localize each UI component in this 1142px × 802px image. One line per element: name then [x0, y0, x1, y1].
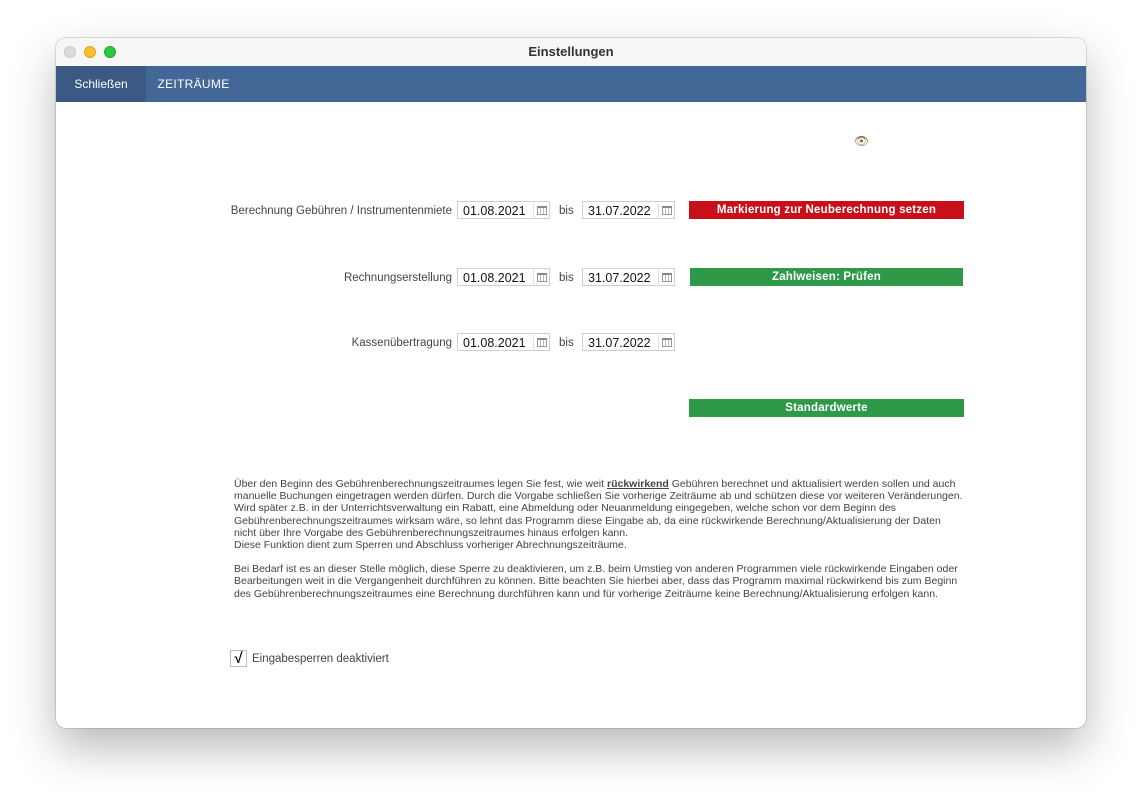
- gebuehren-to-field[interactable]: [582, 201, 675, 219]
- rechnung-from-field[interactable]: [457, 268, 550, 286]
- row-label-gebuehren: Berechnung Gebühren / Instrumentenmiete: [230, 205, 452, 217]
- kasse-to-field[interactable]: [582, 333, 675, 351]
- title-bar: [56, 38, 1086, 67]
- calendar-icon[interactable]: [658, 335, 674, 351]
- window-title: Einstellungen: [528, 44, 614, 59]
- disable-locks-label[interactable]: Eingabesperren deaktiviert: [252, 653, 389, 665]
- date-value: 01.08.2021: [463, 271, 526, 285]
- date-value: 01.08.2021: [463, 204, 526, 218]
- range-separator: bis: [559, 272, 574, 284]
- description-text-part: Über den Beginn des Gebührenberechnungszeitraumes legen Sie fest, wie weit: [234, 478, 607, 490]
- rechnung-to-field[interactable]: [582, 268, 675, 286]
- row-label-kasse: Kassenübertragung: [351, 337, 452, 349]
- description-paragraph-2: Wird später z.B. in der Unterrichtsverwaltung ein Rabatt, eine Abmeldung oder Neuanmeldung eingegeben, welche schon vor dem Beginn des Gebührenberechnungszeitraumes wirksam wäre, so lehnt das Programm diese Eingabe ab, da eine rückwirkende Berechnung/Aktualisierung der Daten nicht über Ihre Vorgabe des Gebührenberechnungszeitraumes hinaus erfolgen kann.: [234, 502, 941, 539]
- date-value: 31.07.2022: [588, 271, 651, 285]
- description-text: [234, 478, 964, 600]
- description-paragraph-4: Bei Bedarf ist es an dieser Stelle möglich, diese Sperre zu deaktivieren, um z.B. beim Umstieg von anderen Programmen viele rückwirkende Eingaben oder Bearbeitungen weit in die Vergangenheit durchführen zu können. Bitte beachten Sie hierbei aber, dass das Programm maximal rückwirkend bis zum Beginn des Gebührenberechnungszeitraumes eine Berechnung durchführen kann und für vorherige Zeiträume keine Berechnung/Aktualisierung erfolgen kann.: [234, 563, 958, 600]
- default-values-button[interactable]: Standardwerte: [689, 399, 964, 417]
- gebuehren-from-field[interactable]: [457, 201, 550, 219]
- date-value: 31.07.2022: [588, 204, 651, 218]
- description-paragraph-1: [234, 478, 964, 502]
- range-separator: bis: [559, 337, 574, 349]
- calendar-icon[interactable]: [533, 203, 549, 219]
- range-separator: bis: [559, 205, 574, 217]
- toolbar: [56, 66, 1086, 102]
- settings-window: [56, 38, 1086, 728]
- description-text-part: Gebühren berechnet und aktualisiert werden sollen und auch manuelle Buchungen eingetragen werden dürfen. Durch die Vorgabe schließen Sie vorherige Zeiträume ab und schützen diese vor weiteren Veränderungen.: [234, 478, 963, 503]
- kasse-from-field[interactable]: [457, 333, 550, 351]
- calendar-icon[interactable]: [533, 335, 549, 351]
- calendar-icon[interactable]: [658, 270, 674, 286]
- description-paragraph-3: Diese Funktion dient zum Sperren und Abschluss vorheriger Abrechnungszeiträume.: [234, 539, 627, 552]
- description-emphasis: rückwirkend: [606, 478, 669, 490]
- eye-icon[interactable]: 👁: [854, 134, 870, 148]
- mark-recalculation-button[interactable]: Markierung zur Neuberechnung setzen: [689, 201, 964, 219]
- tab-zeitraeume[interactable]: ZEITRÄUME: [157, 77, 230, 91]
- date-value: 01.08.2021: [463, 336, 526, 350]
- close-button[interactable]: Schließen: [56, 66, 146, 102]
- calendar-icon[interactable]: [658, 203, 674, 219]
- row-label-rechnung: Rechnungserstellung: [343, 272, 452, 284]
- disable-locks-checkbox[interactable]: √: [230, 650, 247, 667]
- date-value: 31.07.2022: [588, 336, 651, 350]
- calendar-icon[interactable]: [533, 270, 549, 286]
- check-payment-methods-button[interactable]: Zahlweisen: Prüfen: [690, 268, 963, 286]
